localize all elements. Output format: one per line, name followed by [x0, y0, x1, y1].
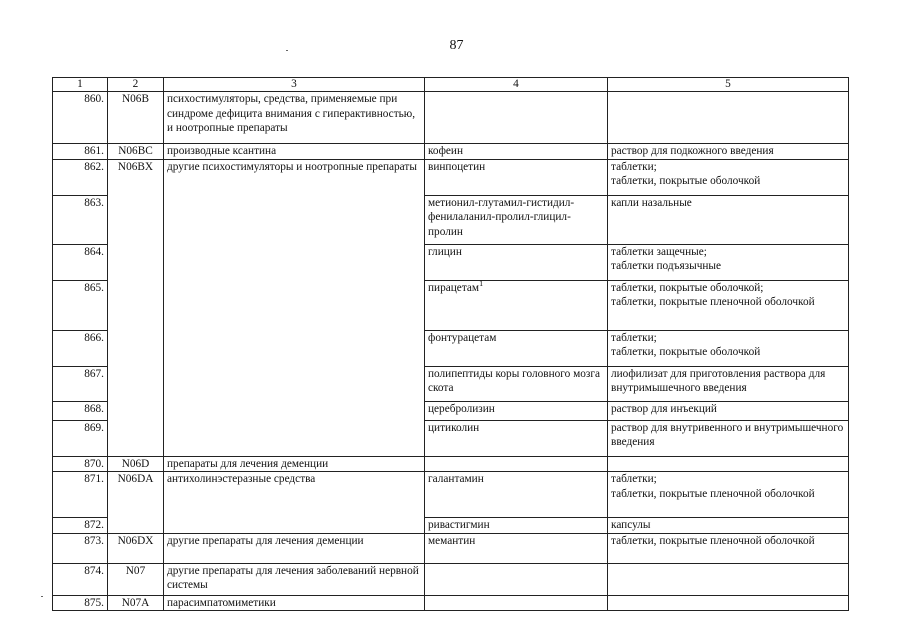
- table-row: [53, 330, 849, 366]
- group-name-continued: [164, 518, 425, 534]
- dosage-form: лиофилизат для приготовления раствора для внутримышечного введения: [608, 366, 849, 401]
- group-name: парасимпатомиметики: [164, 595, 425, 611]
- dosage-form: таблетки; таблетки, покрытые пленочной оболочкой: [608, 472, 849, 518]
- row-number: 867.: [53, 366, 108, 401]
- scan-speck: [41, 596, 43, 597]
- row-number: 870.: [53, 456, 108, 472]
- atc-code: N06D: [108, 456, 164, 472]
- drug-name: [425, 280, 608, 330]
- atc-code-continued: [108, 330, 164, 366]
- dosage-form: таблетки, покрытые пленочной оболочкой: [608, 533, 849, 563]
- atc-code-continued: [108, 518, 164, 534]
- drug-name: фонтурацетам: [425, 330, 608, 366]
- column-header-4: 4: [425, 78, 608, 92]
- table-header-row: [53, 78, 849, 92]
- group-name: препараты для лечения деменции: [164, 456, 425, 472]
- dosage-form: таблетки; таблетки, покрытые оболочкой: [608, 159, 849, 195]
- row-number: 869.: [53, 420, 108, 456]
- page-number: 87: [449, 38, 464, 53]
- row-number: 871.: [53, 472, 108, 518]
- column-header-1: 1: [53, 78, 108, 92]
- drug-name: [425, 456, 608, 472]
- table-row: [53, 401, 849, 420]
- atc-code-continued: [108, 244, 164, 280]
- atc-code: N06BX: [108, 159, 164, 195]
- drug-name: цитиколин: [425, 420, 608, 456]
- table-row: [53, 472, 849, 518]
- group-name-continued: [164, 280, 425, 330]
- group-name: другие психостимуляторы и ноотропные препараты: [164, 159, 425, 195]
- atc-code-continued: [108, 280, 164, 330]
- dosage-form: [608, 595, 849, 611]
- atc-code: N06DX: [108, 533, 164, 563]
- dosage-form: [608, 563, 849, 595]
- table-row: [53, 280, 849, 330]
- table-row: [53, 92, 849, 144]
- dosage-form: капли назальные: [608, 195, 849, 244]
- row-number: 874.: [53, 563, 108, 595]
- column-header-2: 2: [108, 78, 164, 92]
- row-number: 862.: [53, 159, 108, 195]
- atc-code: N07: [108, 563, 164, 595]
- dosage-form: раствор для внутривенного и внутримышечного введения: [608, 420, 849, 456]
- table-row: [53, 563, 849, 595]
- table-row: [53, 244, 849, 280]
- row-number: 865.: [53, 280, 108, 330]
- group-name: другие препараты для лечения деменции: [164, 533, 425, 563]
- table-row: [53, 595, 849, 611]
- atc-code: N06B: [108, 92, 164, 144]
- drug-name: полипептиды коры головного мозга скота: [425, 366, 608, 401]
- drug-name: мемантин: [425, 533, 608, 563]
- atc-code-continued: [108, 401, 164, 420]
- group-name-continued: [164, 195, 425, 244]
- atc-code: N07A: [108, 595, 164, 611]
- table-row: [53, 159, 849, 195]
- group-name-continued: [164, 366, 425, 401]
- table-row: [53, 518, 849, 534]
- drug-name: [425, 563, 608, 595]
- drug-name: винпоцетин: [425, 159, 608, 195]
- dosage-form: таблетки; таблетки, покрытые оболочкой: [608, 330, 849, 366]
- dosage-form: раствор для инъекций: [608, 401, 849, 420]
- atc-code-continued: [108, 420, 164, 456]
- group-name-continued: [164, 401, 425, 420]
- group-name: психостимуляторы, средства, применяемые при синдроме дефицита внимания с гиперактивностью, и ноотропные препараты: [164, 92, 425, 144]
- atc-code-continued: [108, 366, 164, 401]
- table-row: [53, 533, 849, 563]
- drug-name: [425, 92, 608, 144]
- row-number: 860.: [53, 92, 108, 144]
- row-number: 866.: [53, 330, 108, 366]
- dosage-form: раствор для подкожного введения: [608, 144, 849, 160]
- dosage-form: таблетки, покрытые оболочкой; таблетки, покрытые пленочной оболочкой: [608, 280, 849, 330]
- group-name-continued: [164, 330, 425, 366]
- group-name-continued: [164, 244, 425, 280]
- dosage-form: [608, 456, 849, 472]
- scan-speck: [286, 50, 288, 51]
- row-number: 875.: [53, 595, 108, 611]
- atc-code: N06DA: [108, 472, 164, 518]
- footnote-marker: 1: [479, 278, 484, 288]
- drug-name: метионил-глутамил-гистидил-фенилаланил-пролил-глицил-пролин: [425, 195, 608, 244]
- drug-name-text: пирацетам: [428, 281, 480, 294]
- table-row: [53, 366, 849, 401]
- drug-name: [425, 595, 608, 611]
- row-number: 868.: [53, 401, 108, 420]
- atc-code-continued: [108, 195, 164, 244]
- row-number: 873.: [53, 533, 108, 563]
- column-header-3: 3: [164, 78, 425, 92]
- atc-code: N06BC: [108, 144, 164, 160]
- group-name: производные ксантина: [164, 144, 425, 160]
- dosage-form: таблетки защечные; таблетки подъязычные: [608, 244, 849, 280]
- drug-name: ривастигмин: [425, 518, 608, 534]
- drug-name: глицин: [425, 244, 608, 280]
- group-name: антихолинэстеразные средства: [164, 472, 425, 518]
- dosage-form: капсулы: [608, 518, 849, 534]
- drug-name: церебролизин: [425, 401, 608, 420]
- group-name-continued: [164, 420, 425, 456]
- column-header-5: 5: [608, 78, 849, 92]
- dosage-form: [608, 92, 849, 144]
- row-number: 872.: [53, 518, 108, 534]
- row-number: 861.: [53, 144, 108, 160]
- drug-name: кофеин: [425, 144, 608, 160]
- table-row: [53, 456, 849, 472]
- row-number: 863.: [53, 195, 108, 244]
- table-row: [53, 195, 849, 244]
- drug-name: галантамин: [425, 472, 608, 518]
- row-number: 864.: [53, 244, 108, 280]
- table-row: [53, 144, 849, 160]
- drug-list-table: [52, 77, 849, 611]
- table-row: [53, 420, 849, 456]
- group-name: другие препараты для лечения заболеваний нервной системы: [164, 563, 425, 595]
